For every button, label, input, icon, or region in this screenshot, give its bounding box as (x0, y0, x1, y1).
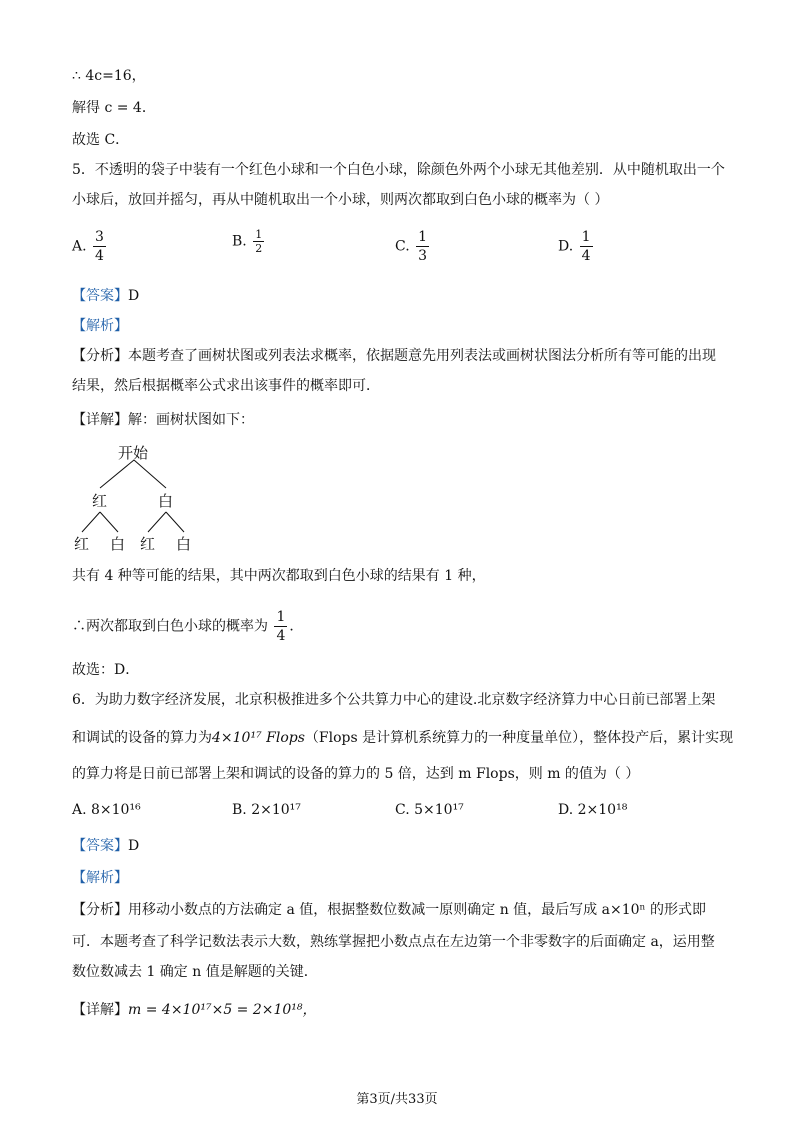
q5-option-c: C. $\frac{1}{3}$ (395, 229, 428, 264)
line-solve-c: 解得 c = 4． (72, 100, 156, 116)
q5-answer: 【答案】D (72, 288, 140, 304)
q5-choose: 故选：D． (72, 662, 140, 678)
q5-text-2: 小球后，放回并摇匀，再从中随机取出一个小球，则两次都取到白色小球的概率为（ ） (72, 192, 609, 208)
tree-leaf: 白 (176, 535, 192, 553)
q5-option-a: A. $\frac{3}{4}$ (72, 229, 104, 264)
tree-node-white: 白 (158, 492, 174, 510)
q5-text-1: 5．不透明的袋子中装有一个红色小球和一个白色小球，除颜色外两个小球无其他差别．从中随机取出一个 (72, 162, 725, 178)
page-footer: 第3页/共33页 (356, 1092, 438, 1107)
tree-node-red: 红 (92, 492, 108, 510)
q6-xiangjie: 【详解】m = 4×10¹⁷×5 = 2×10¹⁸， (72, 1002, 317, 1018)
q6-fenxi-3: 数位数减去 1 确定 n 值是解题的关键． (72, 964, 318, 980)
q5-result: 共有 4 种等可能的结果，其中两次都取到白色小球的结果有 1 种， (72, 568, 486, 584)
q5-fenxi-2: 结果，然后根据概率公式求出该事件的概率即可． (72, 378, 380, 394)
q6-option-c: C. 5×10¹⁷ (395, 802, 464, 818)
q6-answer: 【答案】D (72, 838, 140, 854)
tree-diagram (72, 440, 232, 560)
q5-fenxi-1: 【分析】本题考查了画树状图或列表法求概率，依据题意先用列表法或画树状图法分析所有等可能的出现 (72, 348, 716, 364)
q6-option-d: D. 2×10¹⁸ (558, 802, 628, 818)
line-choose-c: 故选 C． (72, 132, 130, 148)
q6-option-b: B. 2×10¹⁷ (232, 802, 301, 818)
q5-xiangjie: 【详解】解：画树状图如下： (72, 412, 254, 428)
q6-fenxi-1: 【分析】用移动小数点的方法确定 a 值，根据整数位数减一原则确定 n 值，最后写成 a×10ⁿ 的形式即 (72, 902, 707, 918)
q5-option-b: B. $\frac{1}{2}$ (232, 228, 263, 255)
q6-text-3: 的算力将是日前已部署上架和调试的设备的算力的 5 倍，达到 m Flops，则 m 的值为（ ） (72, 766, 640, 782)
q5-analysis-tag: 【解析】 (72, 318, 128, 334)
q6-text-1: 6．为助力数字经济发展，北京积极推进多个公共算力中心的建设.北京数字经济算力中心日前已部署上架 (72, 692, 716, 708)
tree-leaf: 红 (74, 535, 90, 553)
q6-text-2: 和调试的设备的算力为4×10¹⁷ Flops（Flops 是计算机系统算力的一种度量单位），整体投产后，累计实现 (72, 730, 734, 746)
q5-option-d: D. $\frac{1}{4}$ (558, 229, 591, 264)
q5-conclusion: ∴两次都取到白色小球的概率为 $\frac{1}{4}$ ． (72, 609, 304, 644)
line-4c: ∴ 4c=16， (72, 68, 146, 84)
tree-leaf: 白 (110, 535, 126, 553)
q6-option-a: A. 8×10¹⁶ (72, 802, 141, 818)
tree-root: 开始 (118, 444, 149, 462)
tree-leaf: 红 (140, 535, 156, 553)
q6-analysis-tag: 【解析】 (72, 870, 128, 886)
q6-fenxi-2: 可．本题考查了科学记数法表示大数，熟练掌握把小数点点在左边第一个非零数字的后面确定 a，运用整 (72, 934, 715, 950)
